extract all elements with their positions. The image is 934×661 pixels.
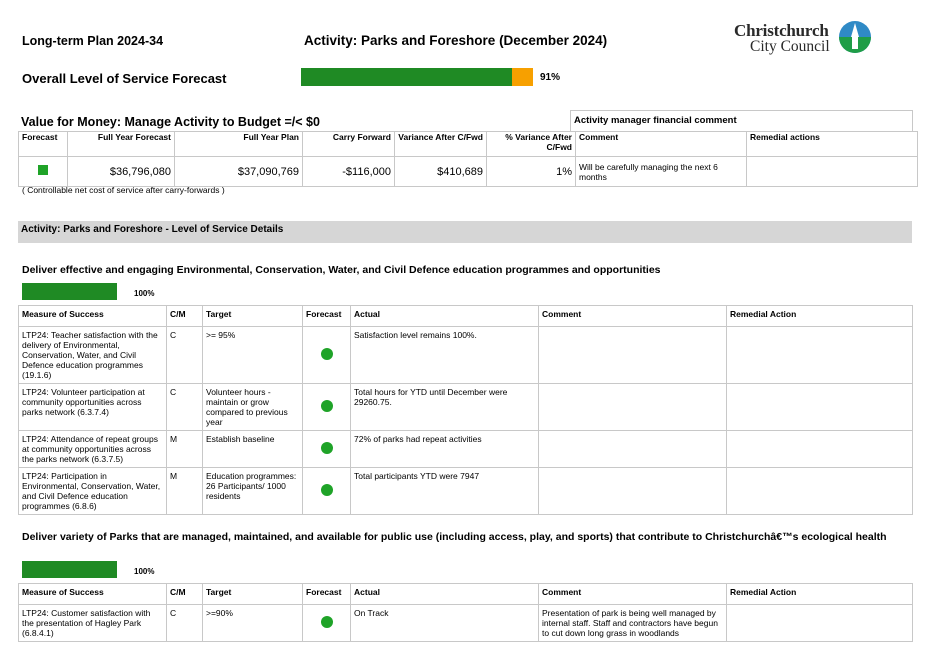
col-full-year-plan: Full Year Plan bbox=[175, 132, 303, 157]
target-cell: >=90% bbox=[203, 605, 303, 642]
los-table bbox=[18, 305, 913, 515]
remedial-cell bbox=[727, 605, 913, 642]
measure-cell: LTP24: Attendance of repeat groups at community opportunities across the parks network (6.3.7.5) bbox=[19, 431, 167, 468]
los-header-row bbox=[19, 584, 913, 605]
measure-cell: LTP24: Participation in Environmental, Conservation, Water, and Civil Defence education programmes (6.8.6) bbox=[19, 468, 167, 515]
financial-data-row bbox=[19, 157, 918, 187]
measure-cell: LTP24: Volunteer participation at community opportunities across parks network (6.3.7.4) bbox=[19, 384, 167, 431]
col-remedial-action: Remedial Action bbox=[727, 306, 913, 327]
col-pct-variance-after: % Variance After C/Fwd bbox=[487, 132, 576, 157]
overall-progress-fill bbox=[301, 68, 512, 86]
actual-cell: Total hours for YTD until December were 29260.75. bbox=[351, 384, 539, 431]
col-remedial-action: Remedial Action bbox=[727, 584, 913, 605]
objective-title: Deliver variety of Parks that are managed, maintained, and available for public use (including access, play, and sports) that contribute to Christchurchâ€™s ecological health bbox=[22, 531, 887, 543]
los-table bbox=[18, 583, 913, 642]
col-measure: Measure of Success bbox=[19, 584, 167, 605]
col-target: Target bbox=[203, 584, 303, 605]
cm-cell: C bbox=[167, 327, 203, 384]
value-for-money-title: Value for Money: Manage Activity to Budget =/< $0 bbox=[21, 115, 320, 129]
full-year-forecast-value: $36,796,080 bbox=[68, 157, 175, 187]
remedial-cell bbox=[727, 327, 913, 384]
comment-cell bbox=[539, 384, 727, 431]
col-forecast: Forecast bbox=[303, 584, 351, 605]
forecast-cell bbox=[303, 605, 351, 642]
status-dot-icon bbox=[321, 348, 333, 360]
remedial-cell bbox=[727, 468, 913, 515]
logo-line2: City Council bbox=[750, 38, 830, 55]
col-comment: Comment bbox=[539, 306, 727, 327]
overall-percent: 91% bbox=[540, 72, 561, 83]
financial-remedial bbox=[747, 157, 918, 187]
table-row bbox=[19, 384, 913, 431]
cm-cell: M bbox=[167, 431, 203, 468]
comment-cell bbox=[539, 327, 727, 384]
col-forecast: Forecast bbox=[303, 306, 351, 327]
pct-variance-after-value: 1% bbox=[487, 157, 576, 187]
cm-cell: C bbox=[167, 384, 203, 431]
col-actual: Actual bbox=[351, 584, 539, 605]
target-cell: >= 95% bbox=[203, 327, 303, 384]
table-row bbox=[19, 468, 913, 515]
forecast-cell bbox=[303, 384, 351, 431]
table-row bbox=[19, 605, 913, 642]
objective-percent: 100% bbox=[134, 567, 155, 576]
forecast-cell bbox=[303, 327, 351, 384]
target-cell: Education programmes: 26 Participants/ 1000 residents bbox=[203, 468, 303, 515]
full-year-plan-value: $37,090,769 bbox=[175, 157, 303, 187]
actual-cell: Satisfaction level remains 100%. bbox=[351, 327, 539, 384]
section-title: Activity: Parks and Foreshore - Level of Service Details bbox=[18, 221, 912, 243]
col-target: Target bbox=[203, 306, 303, 327]
manager-comment-header: Activity manager financial comment bbox=[570, 110, 913, 131]
col-cm: C/M bbox=[167, 584, 203, 605]
cm-cell: M bbox=[167, 468, 203, 515]
status-dot-icon bbox=[321, 442, 333, 454]
comment-cell: Presentation of park is being well managed by internal staff. Staff and contractors have begun to cut down long grass in woodlands bbox=[539, 605, 727, 642]
actual-cell: On Track bbox=[351, 605, 539, 642]
overall-los-label: Overall Level of Service Forecast bbox=[22, 71, 227, 86]
variance-after-value: $410,689 bbox=[395, 157, 487, 187]
financial-table bbox=[18, 131, 918, 187]
actual-cell: 72% of parks had repeat activities bbox=[351, 431, 539, 468]
col-remedial-actions: Remedial actions bbox=[747, 132, 918, 157]
objective-percent: 100% bbox=[134, 289, 155, 298]
comment-cell bbox=[539, 468, 727, 515]
plan-title: Long-term Plan 2024-34 bbox=[22, 34, 164, 48]
comment-cell bbox=[539, 431, 727, 468]
status-dot-icon bbox=[321, 616, 333, 628]
table-row bbox=[19, 327, 913, 384]
financial-comment: Will be carefully managing the next 6 months bbox=[576, 157, 747, 187]
col-comment: Comment bbox=[539, 584, 727, 605]
financial-note: ( Controllable net cost of service after carry-forwards ) bbox=[22, 185, 225, 195]
status-dot-icon bbox=[321, 484, 333, 496]
los-header-row bbox=[19, 306, 913, 327]
status-dot-icon bbox=[321, 400, 333, 412]
target-cell: Establish baseline bbox=[203, 431, 303, 468]
col-carry-forward: Carry Forward bbox=[303, 132, 395, 157]
council-logo bbox=[734, 22, 874, 58]
table-row bbox=[19, 431, 913, 468]
col-actual: Actual bbox=[351, 306, 539, 327]
forecast-cell bbox=[303, 431, 351, 468]
activity-title: Activity: Parks and Foreshore (December 2024) bbox=[304, 33, 608, 48]
col-cm: C/M bbox=[167, 306, 203, 327]
cm-cell: C bbox=[167, 605, 203, 642]
logo-line1: Christchurch bbox=[734, 21, 829, 40]
target-cell: Volunteer hours - maintain or grow compared to previous year bbox=[203, 384, 303, 431]
objective-title: Deliver effective and engaging Environmental, Conservation, Water, and Civil Defence education programmes and opportunities bbox=[22, 264, 661, 276]
forecast-status-square-icon bbox=[38, 165, 48, 175]
remedial-cell bbox=[727, 431, 913, 468]
financial-header-row bbox=[19, 132, 918, 157]
col-variance-after: Variance After C/Fwd bbox=[395, 132, 487, 157]
actual-cell: Total participants YTD were 7947 bbox=[351, 468, 539, 515]
col-measure: Measure of Success bbox=[19, 306, 167, 327]
col-full-year-forecast: Full Year Forecast bbox=[68, 132, 175, 157]
overall-progress-bar bbox=[301, 68, 533, 86]
remedial-cell bbox=[727, 384, 913, 431]
cathedral-emblem-icon bbox=[838, 20, 872, 54]
forecast-status-cell bbox=[19, 157, 68, 187]
measure-cell: LTP24: Customer satisfaction with the presentation of Hagley Park (6.8.4.1) bbox=[19, 605, 167, 642]
objective-progress-bar bbox=[22, 283, 117, 300]
measure-cell: LTP24: Teacher satisfaction with the delivery of Environmental, Conservation, Water, and Civil Defence education programmes (19.1.6) bbox=[19, 327, 167, 384]
carry-forward-value: -$116,000 bbox=[303, 157, 395, 187]
objective-progress-bar bbox=[22, 561, 117, 578]
col-comment: Comment bbox=[576, 132, 747, 157]
forecast-cell bbox=[303, 468, 351, 515]
col-forecast: Forecast bbox=[19, 132, 68, 157]
